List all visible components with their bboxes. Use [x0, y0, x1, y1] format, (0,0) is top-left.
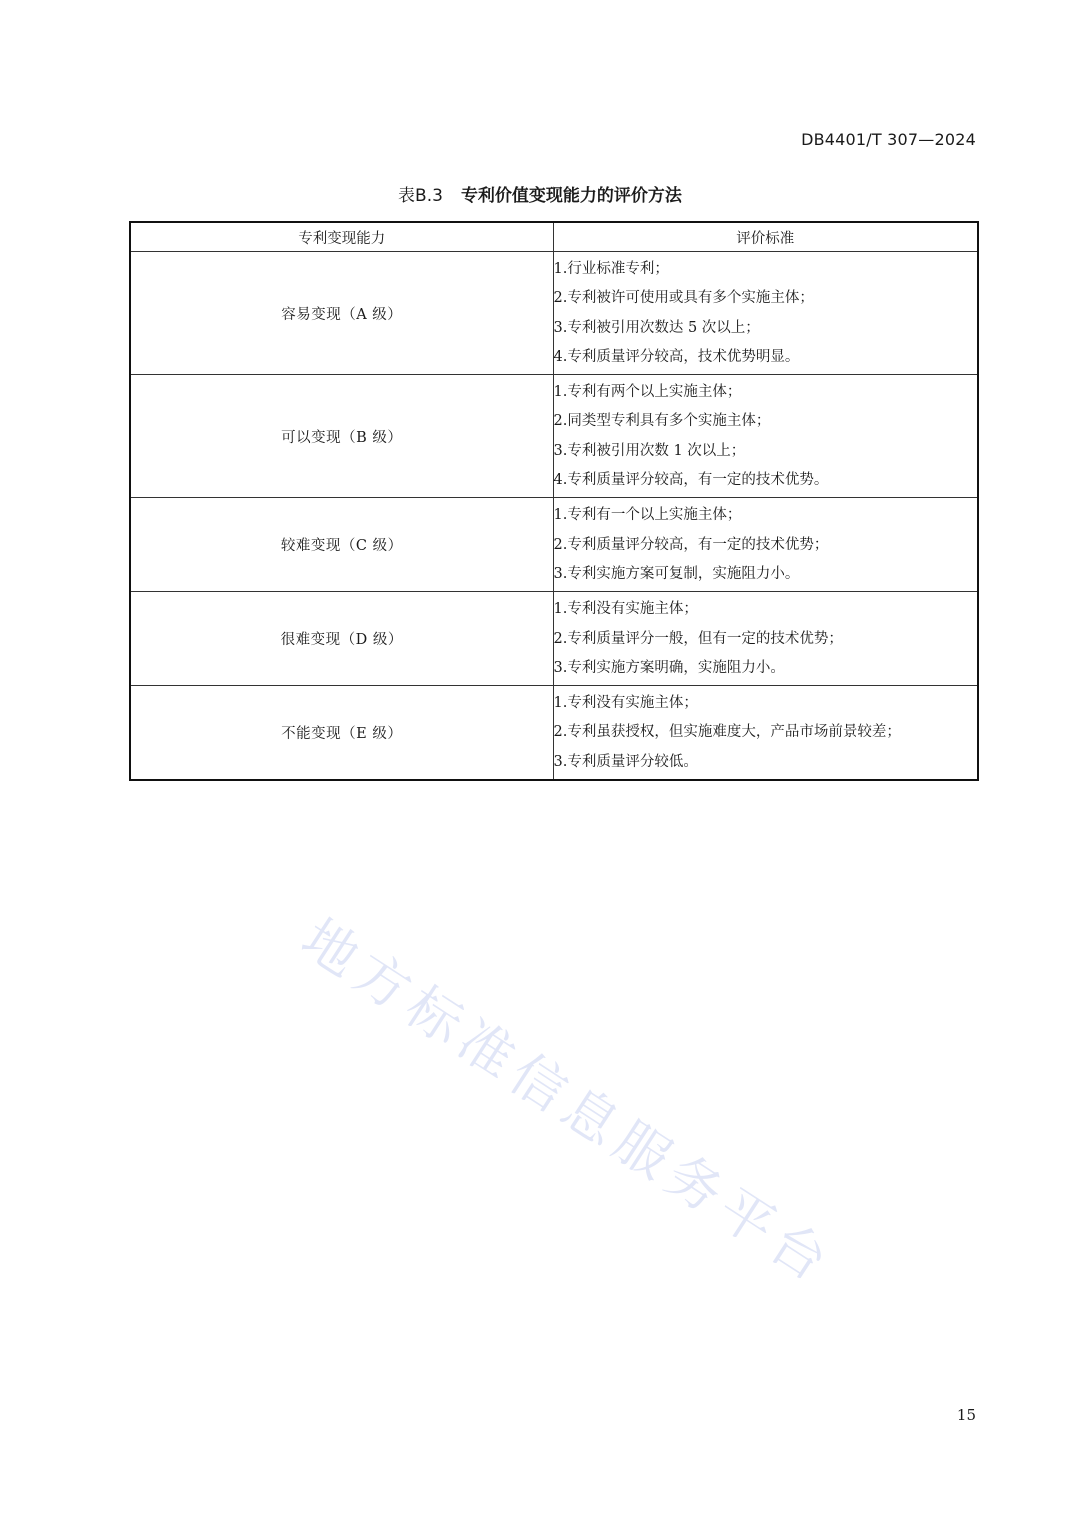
criteria-item: 2.专利质量评分较高，有一定的技术优势； — [553, 536, 829, 553]
criteria-item: 4.专利质量评分较高，有一定的技术优势。 — [553, 472, 829, 489]
table-row — [130, 498, 978, 592]
table-row — [130, 592, 978, 686]
criteria-cell — [553, 686, 978, 780]
criteria-item: 1.专利没有实施主体； — [553, 695, 698, 712]
table-row — [130, 252, 978, 375]
level-cell: 可以变现（B 级） — [130, 375, 553, 498]
criteria-item: 3.专利被引用次数达 5 次以上； — [553, 319, 760, 336]
criteria-item: 3.专利质量评分较低。 — [553, 753, 698, 770]
evaluation-table — [129, 221, 979, 781]
level-cell: 容易变现（A 级） — [130, 252, 553, 375]
header-cell-ability: 专利变现能力 — [130, 222, 553, 252]
header-cell-criteria: 评价标准 — [553, 222, 978, 252]
level-cell: 较难变现（C 级） — [130, 498, 553, 592]
criteria-item: 1.行业标准专利； — [553, 261, 669, 277]
table-header-row — [130, 222, 978, 252]
criteria-item: 2.专利被许可使用或具有多个实施主体； — [553, 290, 814, 307]
criteria-item: 3.专利实施方案明确，实施阻力小。 — [553, 659, 785, 676]
criteria-cell — [553, 498, 978, 592]
document-code: DB4401/T 307—2024 — [801, 130, 976, 149]
level-cell: 不能变现（E 级） — [130, 686, 553, 780]
table-title — [0, 181, 1080, 206]
criteria-item: 1.专利有两个以上实施主体； — [553, 384, 742, 401]
criteria-item: 2.专利虽获授权，但实施难度大，产品市场前景较差； — [553, 724, 901, 741]
level-cell: 很难变现（D 级） — [130, 592, 553, 686]
criteria-item: 3.专利被引用次数 1 次以上； — [553, 442, 746, 459]
table-title-text: 专利价值变现能力的评价方法 — [460, 186, 682, 206]
criteria-item: 1.专利有一个以上实施主体； — [553, 507, 742, 524]
watermark: 地方标准信息服务平台 — [290, 906, 845, 1298]
criteria-item: 1.专利没有实施主体； — [553, 601, 698, 618]
criteria-cell — [553, 252, 978, 375]
criteria-item: 4.专利质量评分较高，技术优势明显。 — [553, 348, 800, 365]
table-row — [130, 375, 978, 498]
table-number: 表B.3 — [398, 186, 443, 206]
criteria-cell — [553, 375, 978, 498]
page-number: 15 — [956, 1406, 976, 1424]
criteria-item: 2.同类型专利具有多个实施主体； — [553, 413, 771, 430]
criteria-item: 2.专利质量评分一般，但有一定的技术优势； — [553, 630, 843, 647]
criteria-cell — [553, 592, 978, 686]
criteria-item: 3.专利实施方案可复制，实施阻力小。 — [553, 565, 800, 582]
table-row — [130, 686, 978, 780]
